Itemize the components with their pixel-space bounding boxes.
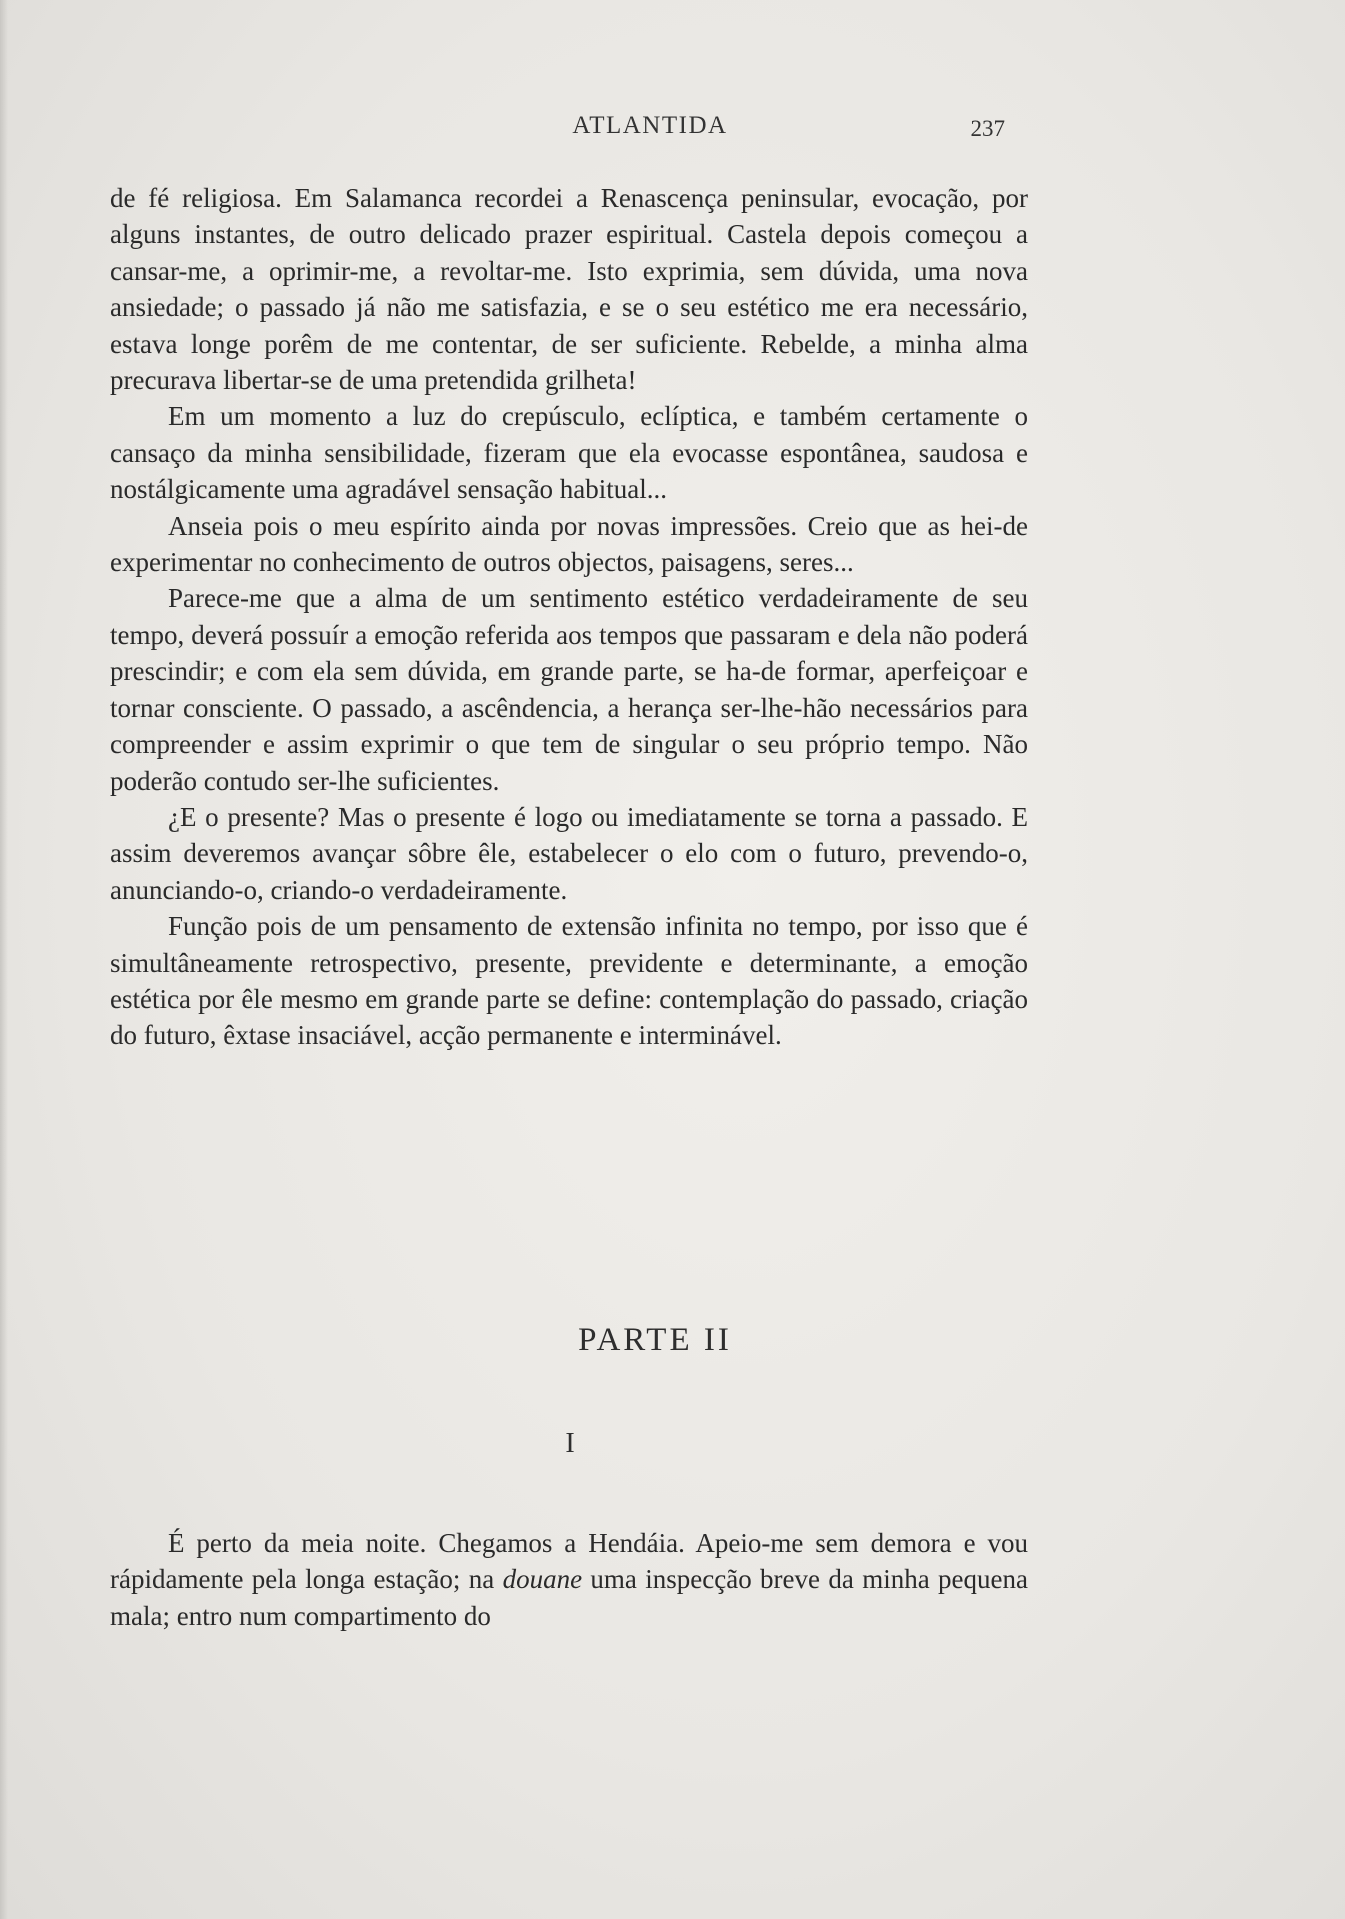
paragraph-text: uma inspecção breve da minha pequena mala; entro num compartimento do [110,1564,1028,1631]
paragraph: ¿E o presente? Mas o presente é logo ou imediatamente se torna a passado. E assim deveremos avançar sôbre êle, estabelecer o elo com o futuro, prevendo-o, anunciando-o, criando-o verdadeiramente. [110,801,1028,905]
page-number: 237 [970,116,1005,141]
chapter-number: I [565,1428,575,1459]
paragraph: Parece-me que a alma de um sentimento estético verdadeiramente de seu tempo, deverá possuír a emoção referida aos tempos que passaram e dela não poderá prescindir; e com ela sem dúvida, em grande parte, se ha-de formar, aperfeiçoar e tornar consciente. O passado, a ascêndencia, a herança ser-lhe-hão necessários para compreender e assim exprimir o que tem de singular o seu próprio tempo. Não poderão contudo ser-lhe suficientes. [110,583,1028,796]
body-text [110,180,1028,1054]
paragraph: Função pois de um pensamento de extensão infinita no tempo, por isso que é simultâneamente retrospectivo, presente, previdente e determinante, a emoção estética por êle mesmo em grande parte se define: contemplação do passado, criação do futuro, êxtase insaciável, acção permanente e interminável. [110,911,1028,1051]
part-heading: PARTE II [578,1322,732,1358]
paragraph [110,1525,1028,1634]
running-title: ATLANTIDA [572,112,728,139]
running-header [0,112,1345,148]
italic-word: douane [502,1564,583,1595]
paragraph: de fé religiosa. Em Salamanca recordei a Renascença peninsular, evocação, por alguns instantes, de outro delicado prazer espiritual. Castela depois começou a cansar-me, a oprimir-me, a revoltar-me. Isto exprimia, sem dúvida, uma nova ansiedade; o passado já não me satisfazia, e se o seu estético me era necessário, estava longe porêm de me contentar, de ser suficiente. Rebelde, a minha alma precurava libertar-se de uma pretendida grilheta! [110,183,1028,396]
paragraph: Anseia pois o meu espírito ainda por novas impressões. Creio que as hei-de experimentar no conhecimento de outros objectos, paisagens, seres... [110,510,1028,578]
paragraph: Em um momento a luz do crepúsculo, eclíptica, e também certamente o cansaço da minha sensibilidade, fizeram que ela evocasse espontânea, saudosa e nostálgicamente uma agradável sensação habitual... [110,401,1028,505]
page-gutter-shadow [0,0,8,1919]
paragraph-text: É perto da meia noite. Chegamos a Hendáia. Apeio-me sem demora e vou rápidamente pela longa estação; na [110,1528,1028,1595]
chapter-opening-text [110,1525,1028,1634]
